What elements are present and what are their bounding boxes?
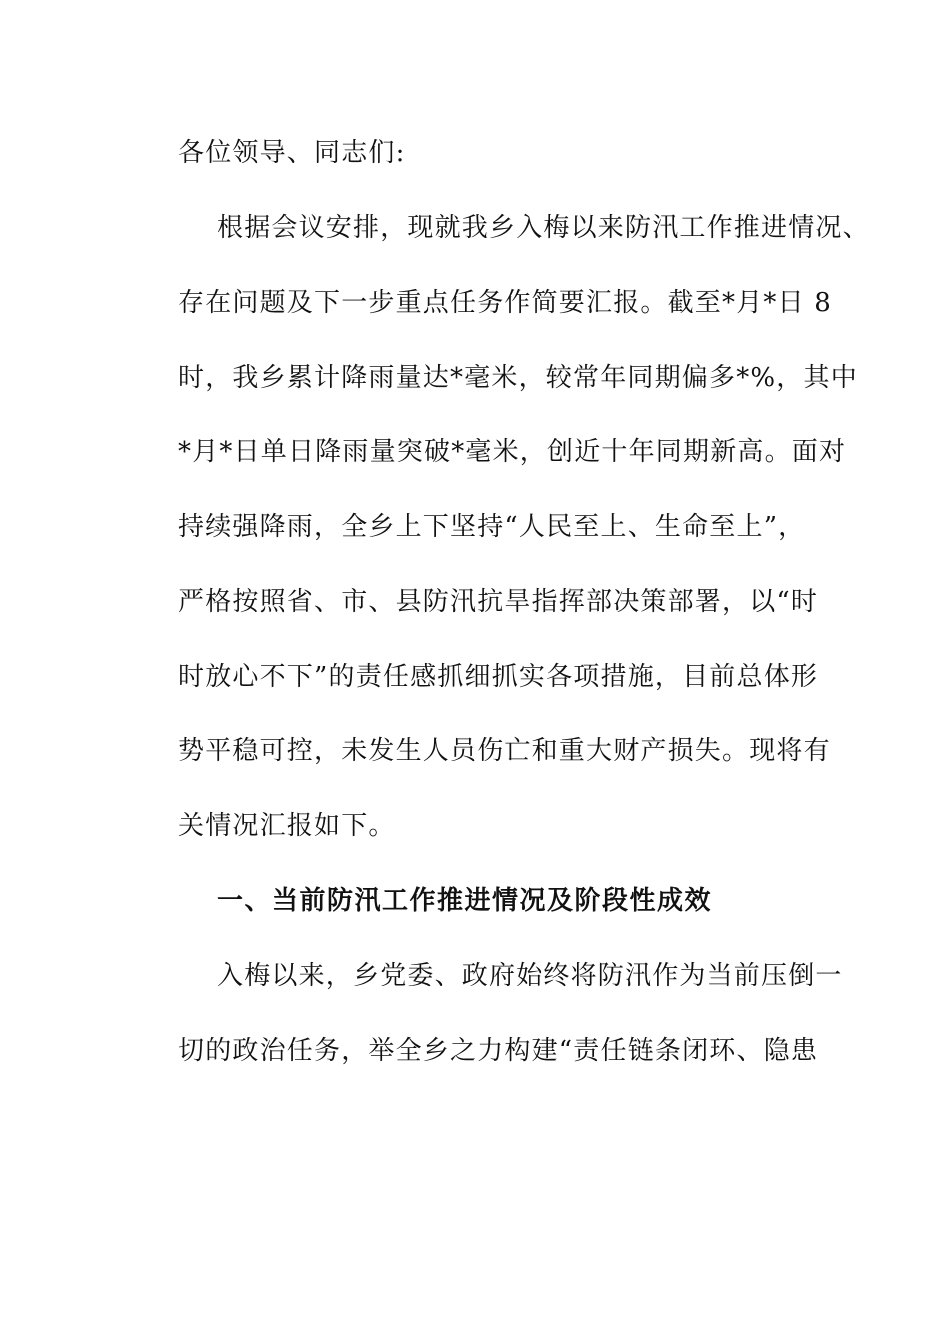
section-paragraph-line: 入梅以来，乡党委、政府始终将防汛作为当前压倒一 (217, 961, 843, 991)
intro-paragraph-line: 势平稳可控，未发生人员伤亡和重大财产损失。现将有 (178, 736, 831, 766)
intro-paragraph-line: 持续强降雨，全乡上下坚持“人民至上、生命至上”， (178, 512, 806, 542)
intro-paragraph-line: 关情况汇报如下。 (178, 811, 396, 841)
intro-paragraph-line: 严格按照省、市、县防汛抗旱指挥部决策部署，以“时 (178, 587, 819, 617)
intro-paragraph-line: 时，我乡累计降雨量达*毫米，较常年同期偏多*%，其中 (178, 363, 858, 393)
salutation: 各位领导、同志们: (178, 138, 406, 168)
intro-paragraph-line: 时放心不下”的责任感抓细抓实各项措施，目前总体形 (178, 662, 819, 692)
section-paragraph-line: 切的政治任务，举全乡之力构建“责任链条闭环、隐患 (178, 1036, 819, 1066)
intro-paragraph-line: 存在问题及下一步重点任务作简要汇报。截至*月*日 8 (178, 288, 833, 318)
intro-paragraph-line: 根据会议安排，现就我乡入梅以来防汛工作推进情况、 (217, 213, 870, 243)
section-heading: 一、当前防汛工作推进情况及阶段性成效 (217, 886, 713, 916)
intro-paragraph-line: *月*日单日降雨量突破*毫米，创近十年同期新高。面对 (178, 437, 847, 467)
